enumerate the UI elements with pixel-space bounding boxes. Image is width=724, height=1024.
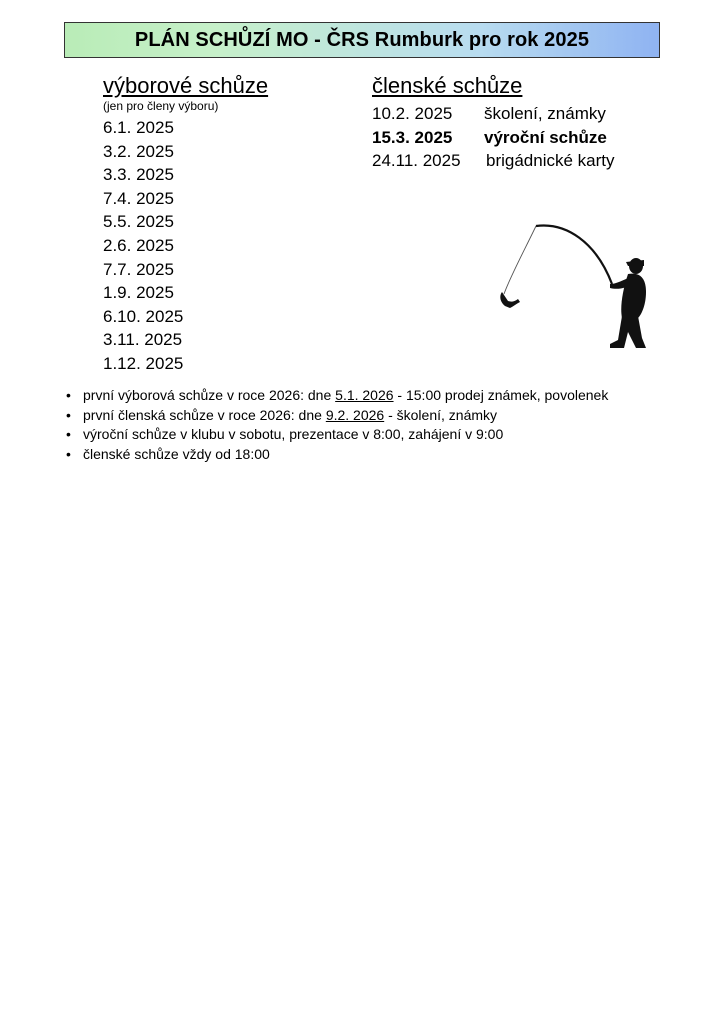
list-item xyxy=(66,406,706,426)
meeting-topic: brigádnické karty xyxy=(486,151,615,170)
committee-note: (jen pro členy výboru) xyxy=(103,99,219,113)
list-item: 7.7. 2025 xyxy=(103,259,174,279)
list-item: 6.1. 2025 xyxy=(103,118,174,137)
committee-meetings-section xyxy=(103,72,343,376)
note-text: - 15:00 prodej známek, povolenek xyxy=(393,387,609,403)
list-item xyxy=(372,102,672,126)
committee-date-list xyxy=(103,116,343,376)
list-item: 5.5. 2025 xyxy=(103,212,174,232)
member-meeting-list xyxy=(372,102,672,173)
fisherman-silhouette-icon xyxy=(496,222,648,350)
list-item xyxy=(372,126,672,150)
note-date: 5.1. 2026 xyxy=(335,387,394,403)
list-item xyxy=(66,386,706,406)
meeting-date: 15.3. 2025 xyxy=(372,127,453,147)
note-date: 9.2. 2026 xyxy=(325,406,385,423)
page-title: PLÁN SCHŮZÍ MO - ČRS Rumburk pro rok 2025 xyxy=(134,28,590,51)
meeting-date: 10.2. 2025 xyxy=(372,104,453,123)
list-item: 1.9. 2025 xyxy=(103,283,174,303)
list-item: • členské schůze vždy od 18:00 xyxy=(66,445,706,465)
notes-list xyxy=(66,386,706,464)
list-item: 1.12. 2025 xyxy=(103,353,184,373)
list-item xyxy=(372,149,672,173)
list-item: 3.11. 2025 xyxy=(103,330,183,350)
list-item: • výroční schůze v klubu v sobotu, prezentace v 8:00, zahájení v 9:00 xyxy=(66,425,706,445)
meeting-topic: výroční schůze xyxy=(484,127,607,147)
list-item: 6.10. 2025 xyxy=(103,306,184,326)
list-item: 7.4. 2025 xyxy=(103,188,174,208)
note-text: první členská schůze v roce 2026: dne xyxy=(83,406,326,423)
members-heading: členské schůze xyxy=(372,73,523,98)
meeting-date: 24.11. 2025 xyxy=(372,151,461,170)
note-text: první výborová schůze v roce 2026: dne xyxy=(83,387,336,403)
list-item: 2.6. 2025 xyxy=(103,235,174,255)
member-meetings-section xyxy=(372,72,672,173)
note-text: - školení, známky xyxy=(384,406,498,423)
list-item: 3.2. 2025 xyxy=(103,141,174,161)
list-item: 3.3. 2025 xyxy=(103,165,174,185)
title-banner xyxy=(64,22,660,58)
meeting-topic: školení, známky xyxy=(484,104,606,123)
committee-heading: výborové schůze xyxy=(103,73,269,98)
